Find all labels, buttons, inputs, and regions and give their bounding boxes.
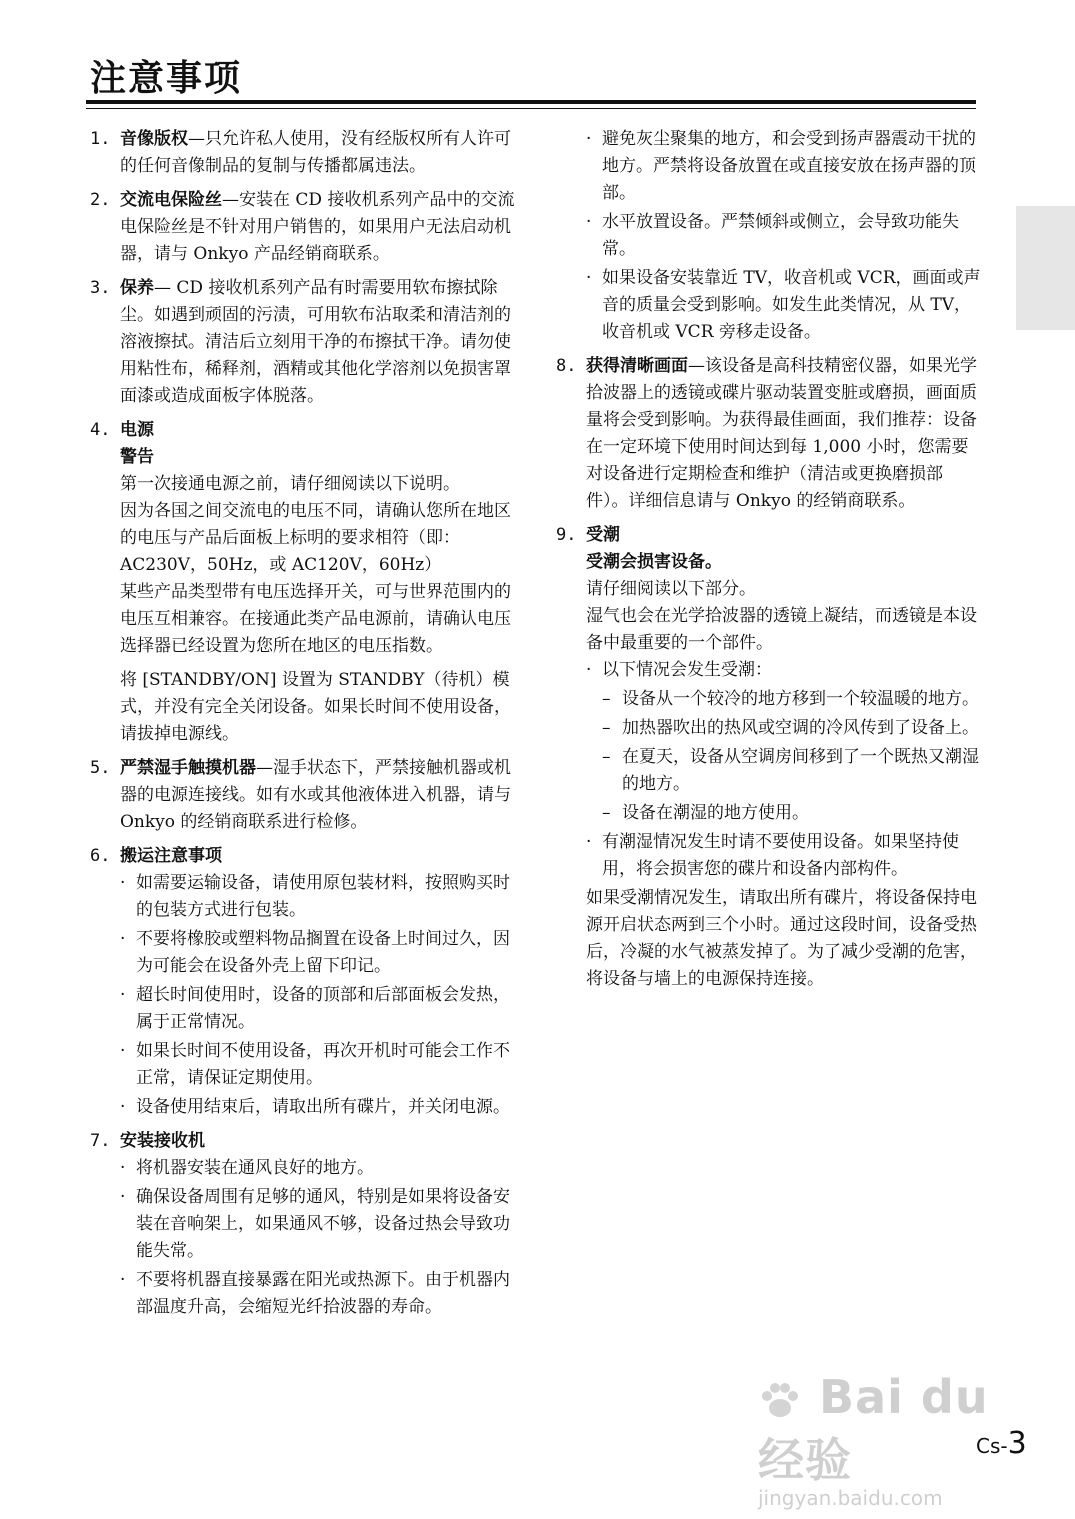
power-paragraph-2: 因为各国之间交流电的电压不同，请确认您所在地区的电压与产品后面板上标明的要求相符（即：AC230V，50Hz，或 AC120V，60Hz） <box>120 501 511 575</box>
item-heading: 受潮 <box>586 525 620 545</box>
item-number: 3. <box>90 278 111 298</box>
item-installation <box>90 1128 515 1321</box>
title-rule-thick <box>86 100 976 104</box>
power-paragraph-3: 某些产品类型带有电压选择开关，可与世界范围内的电压互相兼容。在接通此类产品电源前，请确认电压选择器已经设置为您所在地区的电压指数。 <box>120 582 511 656</box>
item-text: —只允许私人使用，没有经版权所有人许可的任何音像制品的复制与传播都属违法。 <box>120 129 511 176</box>
item-wet-hands <box>90 755 515 836</box>
item-number: 9. <box>556 525 577 545</box>
item-moisture <box>556 522 981 993</box>
item-copyright <box>90 126 515 180</box>
side-tab-marker <box>1016 206 1075 330</box>
list-item: · 如果长时间不使用设备，再次开机时可能会工作不正常，请保证定期使用。 <box>120 1038 515 1092</box>
list-item: · 将机器安装在通风良好的地方。 <box>120 1155 515 1182</box>
item-power <box>90 417 515 748</box>
item-number: 2. <box>90 190 111 210</box>
list-item: · 有潮湿情况发生时请不要使用设备。如果坚持使用，将会损害您的碟片和设备内部构件。 <box>586 829 981 883</box>
item-heading: 搬运注意事项 <box>120 846 222 866</box>
title-rule-thin <box>86 108 976 109</box>
item-number: 4. <box>90 420 111 440</box>
list-item: · 如需要运输设备，请使用原包装材料，按照购买时的包装方式进行包装。 <box>120 870 515 924</box>
moisture-closing-paragraph: 如果受潮情况发生，请取出所有碟片，将设备保持电源开启状态两到三个小时。通过这段时间，设备受热后，冷凝的水气被蒸发掉了。为了减少受潮的危害，将设备与墙上的电源保持连接。 <box>586 888 977 989</box>
list-item: · 不要将机器直接暴露在阳光或热源下。由于机器内部温度升高，会缩短光纤拾波器的寿命。 <box>120 1267 515 1321</box>
right-column <box>556 126 981 1000</box>
item-heading: 安装接收机 <box>120 1131 205 1151</box>
moisture-paragraph-1: 请仔细阅读以下部分。 <box>586 579 756 599</box>
list-item: · 不要将橡胶或塑料物品搁置在设备上时间过久，因为可能会在设备外壳上留下印记。 <box>120 926 515 980</box>
power-paragraph-4: 将 [STANDBY/ON] 设置为 STANDBY（待机）模式，并没有完全关闭设备。如果长时间不使用设备，请拔掉电源线。 <box>120 670 511 744</box>
item-text: —安装在 CD 接收机系列产品中的交流电保险丝是不针对用户销售的，如果用户无法启动机器，请与 Onkyo 产品经销商联系。 <box>120 190 515 264</box>
item-clear-picture <box>556 353 981 515</box>
watermark-brand-text: Bai du 经验 <box>758 1370 989 1487</box>
item-number: 1. <box>90 129 111 149</box>
item-heading: 音像版权 <box>120 129 188 149</box>
page-title: 注意事项 <box>90 58 243 99</box>
power-paragraph-1: 第一次接通电源之前，请仔细阅读以下说明。 <box>120 474 460 494</box>
item-installation-continued <box>556 126 981 346</box>
list-item: – 设备在潮湿的地方使用。 <box>602 800 981 827</box>
moisture-subheading: 受潮会损害设备。 <box>586 552 722 572</box>
item-heading: 电源 <box>120 420 154 440</box>
item-heading: 保养 <box>120 278 154 298</box>
item-text: — CD 接收机系列产品有时需要用软布擦拭除尘。如遇到顽固的污渍，可用软布沾取柔和清洁剂的溶液擦拭。清洁后立刻用干净的布擦拭干净。请勿使用粘性布，稀释剂，酒精或其他化学溶剂以免损害罩面漆或造成面板字体脱落。 <box>120 278 511 406</box>
item-heading: 交流电保险丝 <box>120 190 222 210</box>
moisture-paragraph-2: 湿气也会在光学拾波器的透镜上凝结，而透镜是本设备中最重要的一个部件。 <box>586 606 977 653</box>
warning-subheading: 警告 <box>120 447 154 467</box>
page-number <box>976 1426 1027 1461</box>
list-item: · 水平放置设备。严禁倾斜或侧立，会导致功能失常。 <box>586 209 981 263</box>
item-text: —该设备是高科技精密仪器，如果光学拾波器上的透镜或碟片驱动装置变脏或磨损，画面质量将会受到影响。为获得最佳画面，我们推荐：设备在一定环境下使用时间达到每 1,000 小时，您需要对设备进行定期检查和维护（清洁或更换磨损部件）。详细信息请与 Onkyo 的经销商联系。 <box>586 356 977 511</box>
item-number: 7. <box>90 1131 111 1151</box>
left-column <box>90 126 515 1328</box>
moisture-dash-list <box>602 686 981 827</box>
list-item: – 在夏天，设备从空调房间移到了一个既热又潮湿的地方。 <box>602 744 981 798</box>
item-ac-fuse <box>90 187 515 268</box>
page-number-value: 3 <box>1007 1426 1027 1461</box>
list-item: · 确保设备周围有足够的通风，特别是如果将设备安装在音响架上，如果通风不够，设备过热会导致功能失常。 <box>120 1184 515 1265</box>
page-number-prefix: Cs- <box>976 1434 1008 1458</box>
list-item: · 避免灰尘聚集的地方，和会受到扬声器震动干扰的地方。严禁将设备放置在或直接安放在扬声器的顶部。 <box>586 126 981 207</box>
item-heading: 获得清晰画面 <box>586 356 688 376</box>
item-number: 8. <box>556 356 577 376</box>
list-item: · 超长时间使用时，设备的顶部和后部面板会发热，属于正常情况。 <box>120 982 515 1036</box>
item-number: 5. <box>90 758 111 778</box>
item-text: —湿手状态下，严禁接触机器或机器的电源连接线。如有水或其他液体进入机器，请与 Onkyo 的经销商联系进行检修。 <box>120 758 511 832</box>
list-item: – 设备从一个较冷的地方移到一个较温暖的地方。 <box>602 686 981 713</box>
item-number: 6. <box>90 846 111 866</box>
item-transport <box>90 843 515 1121</box>
list-item: · 以下情况会发生受潮： <box>586 657 981 684</box>
list-item: · 设备使用结束后，请取出所有碟片，并关闭电源。 <box>120 1094 515 1121</box>
list-item: – 加热器吹出的热风或空调的冷风传到了设备上。 <box>602 715 981 742</box>
item-maintenance <box>90 275 515 410</box>
item-heading: 严禁湿手触摸机器 <box>120 758 256 778</box>
paw-icon <box>758 1379 802 1423</box>
list-item: · 如果设备安装靠近 TV，收音机或 VCR，画面或声音的质量会受到影响。如发生此类情况，从 TV，收音机或 VCR 旁移走设备。 <box>586 265 981 346</box>
watermark-url: jingyan.baidu.com <box>758 1486 943 1510</box>
